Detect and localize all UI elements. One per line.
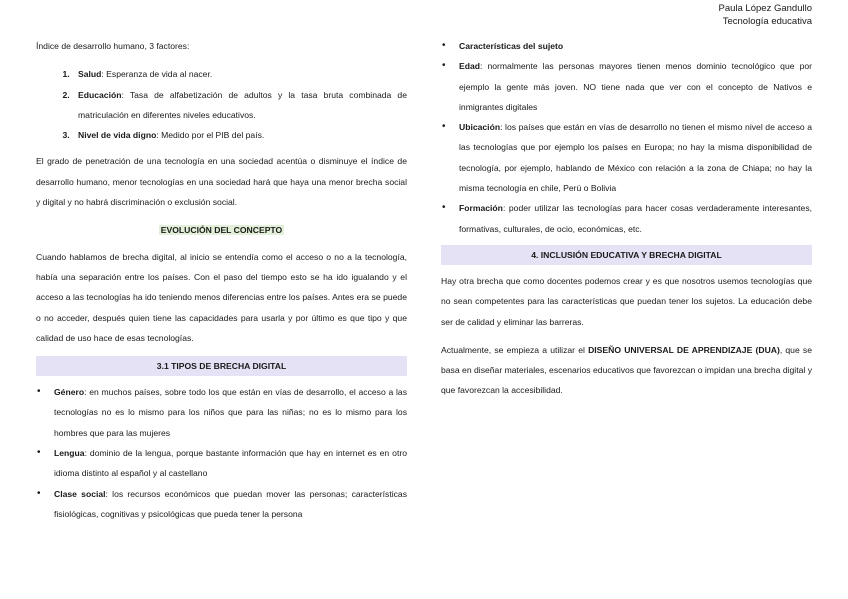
bullet-icon: • (442, 202, 446, 214)
list-item: • Características del sujeto (459, 36, 812, 56)
list-item: • Ubicación: los países que están en vías de desarrollo no tienen el mismo nivel de acceso a las tecnologías que por ejemplo los países en Europa; no hay la misma disponibilidad de tecnología, por ejemplo, hablando de México con relación a la zona de Chiapa; no hay la misma tecnología en chile, Perú o Bolivia (459, 117, 812, 198)
bullet-icon: • (37, 447, 41, 459)
hdi-factors-list (36, 64, 407, 145)
types-list-left (36, 382, 407, 524)
bullet-icon: • (37, 487, 41, 499)
factor-item: 1. Salud: Esperanza de vida al nacer. (72, 64, 407, 84)
list-item: • Edad: normalmente las personas mayores tienen menos dominio tecnológico que por ejemplo la gente más joven. NO tiene nada que ver con el concepto de Nativos e inmigrantes digitales (459, 56, 812, 117)
penetration-paragraph: El grado de penetración de una tecnología en una sociedad acentúa o disminuye el índice de desarrollo humano, menor tecnologías en una sociedad hará que haya una menor brecha social y digital y no habrá discriminación o exclusión social. (36, 156, 407, 208)
left-column (36, 36, 407, 528)
dua-paragraph: Actualmente, se empieza a utilizar el DISEÑO UNIVERSAL DE APRENDIZAJE (DUA), que se basa en diseñar materiales, escenarios educativos que favorezcan o impidan una brecha digital y que favorezcan la accesibilidad. (441, 344, 812, 396)
evolution-heading: EVOLUCIÓN DEL CONCEPTO (160, 225, 283, 236)
bullet-icon: • (37, 386, 41, 398)
list-item: • Género: en muchos países, sobre todo los que están en vías de desarrollo, el acceso a las tecnologías no es lo mismo para los niños que para las niñas; no es lo mismo para los hombres que para las mujeres (54, 382, 407, 443)
hdi-intro: Índice de desarrollo humano, 3 factores: (36, 41, 190, 51)
list-item: • Formación: poder utilizar las tecnologías para hacer cosas verdaderamente interesantes, formativas, culturales, de ocio, económicas, etc. (459, 198, 812, 239)
bullet-icon: • (442, 121, 446, 133)
factor-item: 3. Nivel de vida digno: Medido por el PIB del país. (72, 125, 407, 145)
inclusion-heading: 4. INCLUSIÓN EDUCATIVA Y BRECHA DIGITAL (441, 245, 812, 265)
types-list-right (441, 36, 812, 239)
subject-name: Tecnología educativa (722, 16, 812, 27)
factor-item: 2. Educación: Tasa de alfabetización de adultos y la tasa bruta combinada de matriculación en diferentes niveles educativos. (72, 85, 407, 126)
inclusion-paragraph: Hay otra brecha que como docentes podemos crear y es que nosotros usemos tecnologías que no sean competentes para las características que puedan tener los sujetos. La educación debe ser de calidad y eliminar las barreras. (441, 275, 812, 327)
evolution-paragraph: Cuando hablamos de brecha digital, al inicio se entendía como el acceso o no a la tecnología, había una separación entre los países. Con el paso del tiempo esto se ha ido igualando y el acceso a las tecnologías ha ido teniendo menos diferencias entre los países. Antes era se puede o no acceder, después quien tiene las capacidades para usarla y por último es que tipo y que calidad de uso hace de esas tecnologías. (36, 251, 407, 343)
bullet-icon: • (442, 60, 446, 72)
list-item: • Clase social: los recursos económicos que puedan mover las personas; características fisiológicas, cognitivas y psicológicas que pueda tener la persona (54, 484, 407, 525)
author-name: Paula López Gandullo (718, 3, 812, 14)
types-heading: 3.1 TIPOS DE BRECHA DIGITAL (36, 356, 407, 376)
bullet-icon: • (442, 40, 446, 51)
list-item: • Lengua: dominio de la lengua, porque bastante información que hay en internet es en otro idioma distinto al español y al castellano (54, 443, 407, 484)
page-header (719, 2, 813, 28)
right-column (441, 36, 812, 409)
